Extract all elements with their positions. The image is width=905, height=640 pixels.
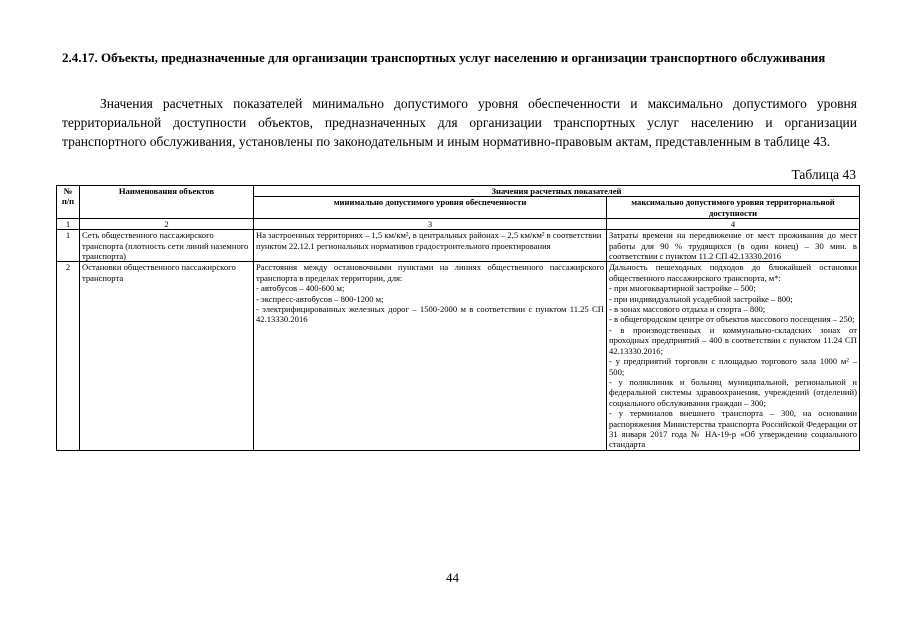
cell-line: Дальность пешеходных подходов до ближайшей остановки общественного пассажирского транспорта, м*: [609, 262, 857, 283]
row-max-access [607, 230, 860, 262]
row-name: Сеть общественного пассажирского транспорта (плотность сети линий наземного транспорта) [80, 230, 254, 262]
cell-line: - при индивидуальной усадебной застройке – 800; [609, 293, 793, 304]
cell-line: - в зонах массового отдыха и спорта – 800; [609, 304, 766, 315]
header-name: Наименования объектов [80, 186, 254, 219]
row-name: Остановки общественного пассажирского транспорта [80, 262, 254, 450]
table-row [57, 262, 860, 450]
header-max-access: максимально допустимого уровня территориальной доступности [607, 197, 860, 219]
table-row [57, 230, 860, 262]
cell-line: - у предприятий торговли с площадью торгового зала 1000 м² – 500; [609, 356, 857, 377]
row-num: 2 [57, 262, 80, 450]
cell-line: На застроенных территориях – 1,5 км/км², в центральных районах – 2,5 км/км² в соответствии пунктом 22.12.1 региональных нормативов градостроительного проектирования [256, 230, 602, 251]
cell-line: - в производственных и коммунально-складских зонах от проходных предприятий – 400 в соответствии с пунктом 11.24 СП 42.13330.2016; [609, 324, 857, 356]
row-max-access [607, 262, 860, 450]
cell-line: - в общегородском центре от объектов массового посещения – 250; [609, 314, 855, 325]
cell-line: Затраты времени на передвижение от мест проживания до мест работы для 90 % трудящихся (в один конец) – 30 мин. в соответствии с пунктом 11.2 СП 42.13330.2016 [609, 230, 857, 262]
column-number-row [57, 219, 860, 230]
header-min-level: минимально допустимого уровня обеспеченности [254, 197, 607, 219]
table-header-row [57, 186, 860, 197]
table-43 [56, 185, 860, 451]
column-number: 2 [80, 219, 254, 230]
cell-line: - при многоквартирной застройке – 500; [609, 283, 756, 294]
cell-line: - автобусов – 400-600 м; [256, 283, 345, 294]
intro-paragraph: Значения расчетных показателей минимально допустимого уровня обеспеченности и максимально допустимого уровня территориальной доступности объектов, предназначенных для организации транспортных услуг населению и организации транспортного обслуживания, установлены по законодательным и иным нормативно-правовым актам, представленным в таблице 43. [62, 96, 857, 149]
column-number: 3 [254, 219, 607, 230]
cell-line: - электрифицированных железных дорог – 1500-2000 м в соответствии с пунктом 11.25 СП 42.13330.2016 [256, 304, 604, 325]
column-number: 1 [57, 219, 80, 230]
page-number: 44 [446, 570, 459, 585]
row-num: 1 [57, 230, 80, 262]
cell-line: - экспресс-автобусов – 800-1200 м; [256, 293, 384, 304]
section-heading: 2.4.17. Объекты, предназначенные для организации транспортных услуг населению и организации транспортного обслуживания [62, 50, 826, 65]
header-num: № п/п [57, 186, 80, 219]
row-min-level [254, 230, 607, 262]
cell-line: - у терминалов внешнего транспорта – 300, на основании распоряжения Министерства транспорта Российской Федерации от 31 января 2017 года № НА-19-р «Об утверждении социального стандарта [609, 408, 857, 450]
cell-line: - у поликлиник и больниц муниципальной, региональной и федеральной системы здравоохранения, учреждений (отделений) социального обслуживания граждан – 300; [609, 376, 857, 408]
table-caption: Таблица 43 [791, 167, 856, 182]
column-number: 4 [607, 219, 860, 230]
cell-line: Расстояния между остановочными пунктами на линиях общественного пассажирского транспорта в пределах территории, для: [256, 262, 604, 283]
row-min-level [254, 262, 607, 450]
header-values-group: Значения расчетных показателей [254, 186, 860, 197]
